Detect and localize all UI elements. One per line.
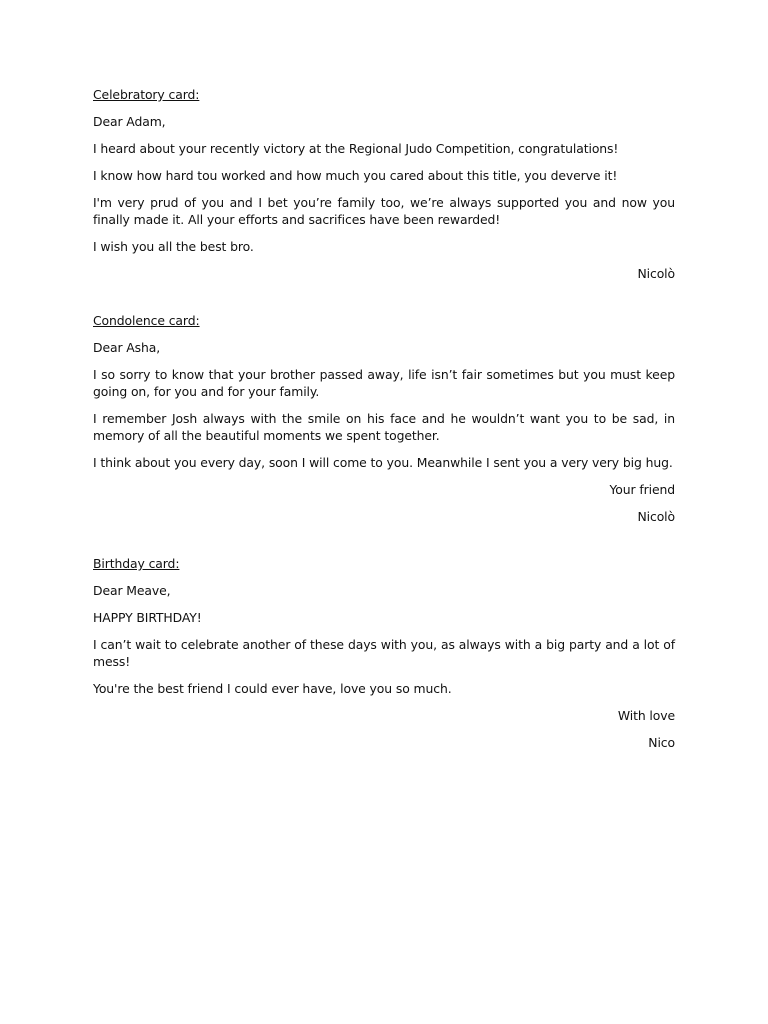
card-closing: With love — [617, 708, 675, 723]
birthday-card — [93, 555, 675, 751]
card-signature: Nicolò — [637, 509, 675, 524]
card-paragraph: I heard about your recently victory at the Regional Judo Competition, congratulations! — [93, 141, 619, 156]
card-paragraph: I so sorry to know that your brother passed away, life isn’t fair sometimes but you must keep going on, for you and for your family. — [93, 367, 675, 399]
card-paragraph: I think about you every day, soon I will come to you. Meanwhile I sent you a very very big hug. — [93, 455, 673, 470]
card-greeting: Dear Asha, — [93, 340, 161, 355]
card-paragraph: I know how hard tou worked and how much you cared about this title, you deverve it! — [93, 168, 618, 183]
card-paragraph: I'm very prud of you and I bet you’re family too, we’re always supported you and now you finally made it. All your efforts and sacrifices have been rewarded! — [93, 195, 675, 227]
celebratory-card — [93, 86, 675, 282]
card-heading: Celebratory card: — [93, 87, 200, 102]
card-heading: Condolence card: — [93, 313, 200, 328]
card-signature: Nico — [648, 735, 675, 750]
card-greeting: Dear Adam, — [93, 114, 166, 129]
condolence-card — [93, 312, 675, 525]
card-paragraph: I wish you all the best bro. — [93, 239, 254, 254]
document-page — [93, 86, 675, 761]
card-paragraph: I remember Josh always with the smile on his face and he wouldn’t want you to be sad, in memory of all the beautiful moments we spent together. — [93, 411, 675, 443]
card-paragraph: I can’t wait to celebrate another of these days with you, as always with a big party and a lot of mess! — [93, 637, 675, 669]
card-paragraph: HAPPY BIRTHDAY! — [93, 610, 202, 625]
card-signature: Nicolò — [637, 266, 675, 281]
card-heading: Birthday card: — [93, 556, 180, 571]
card-greeting: Dear Meave, — [93, 583, 171, 598]
card-paragraph: You're the best friend I could ever have, love you so much. — [93, 681, 452, 696]
card-closing: Your friend — [609, 482, 675, 497]
